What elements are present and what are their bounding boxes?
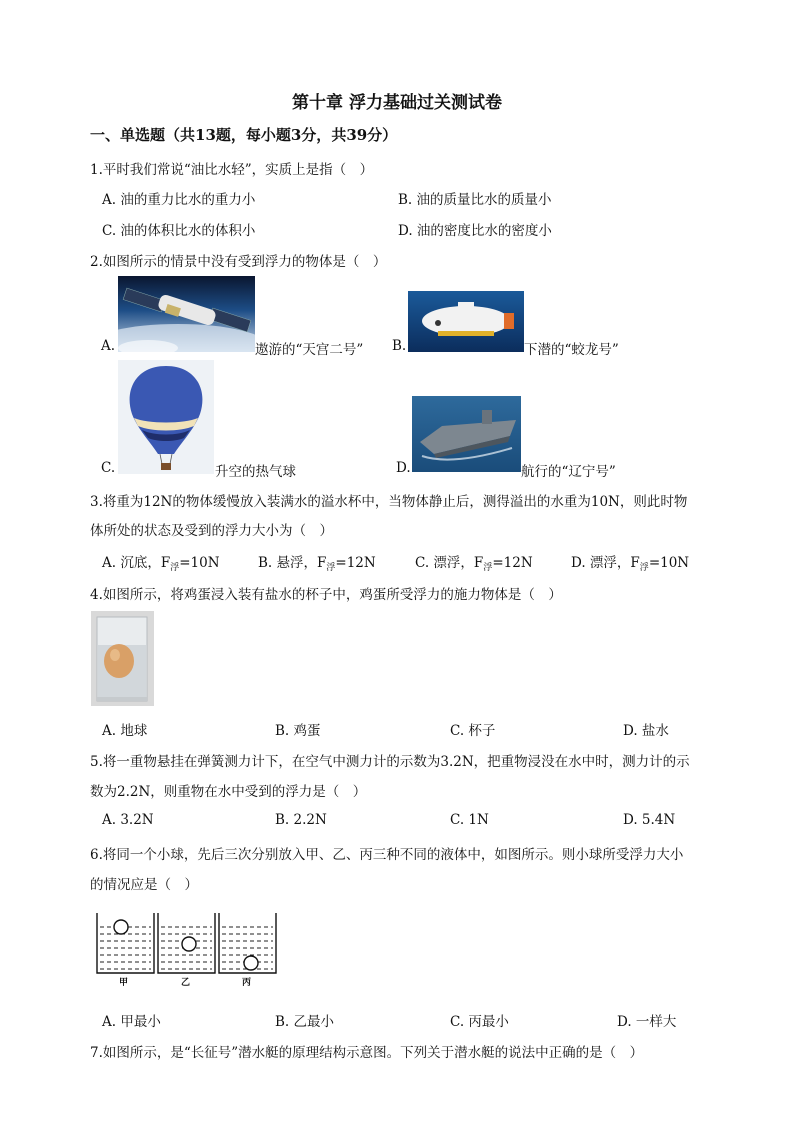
q3-option-c: C. 漂浮，$F_浮=12N$ <box>415 555 533 573</box>
three-beakers-diagram <box>91 907 286 993</box>
question-3-stem-line-2: 体所处的状态及受到的浮力大小为（ ） <box>90 523 333 539</box>
q1-option-d: D. 油的密度比水的密度小 <box>398 223 552 239</box>
q2-option-c-text: 升空的热气球 <box>215 464 296 480</box>
q1-option-c: C. 油的体积比水的体积小 <box>102 223 256 239</box>
question-2-stem: 2.如图所示的情景中没有受到浮力的物体是（ ） <box>90 254 387 270</box>
q2-option-a-text: 遨游的“天宫二号” <box>255 342 364 358</box>
q4-option-b: B. 鸡蛋 <box>275 723 321 739</box>
q6-option-d: D. 一样大 <box>617 1014 677 1030</box>
jiaolong-submersible-image <box>408 291 524 352</box>
q2-option-c-letter: C. <box>101 460 116 476</box>
liaoning-carrier-image <box>412 396 521 472</box>
q1-option-a: A. 油的重力比水的重力小 <box>102 192 256 208</box>
q3-option-a: A. 沉底，$F_浮=10N$ <box>102 555 220 573</box>
q6-option-a: A. 甲最小 <box>102 1014 161 1030</box>
q2-option-d-text: 航行的“辽宁号” <box>521 464 616 480</box>
q5-option-a: A. 3.2N <box>102 812 154 828</box>
question-6-stem-line-2: 的情况应是（ ） <box>90 877 198 893</box>
q5-option-d: D. 5.4N <box>623 812 676 828</box>
question-5-stem-line-2: 数为2.2N，则重物在水中受到的浮力是（ ） <box>90 784 367 800</box>
section-heading: 一、单选题（共13题，每小题3分，共39分） <box>90 126 398 144</box>
q5-option-b: B. 2.2N <box>275 812 327 828</box>
tiangong-2-image <box>118 276 255 352</box>
q4-option-c: C. 杯子 <box>450 723 496 739</box>
q6-option-c: C. 丙最小 <box>450 1014 509 1030</box>
q6-option-b: B. 乙最小 <box>275 1014 335 1030</box>
question-3-stem-line-1: 3.将重为12N的物体缓慢放入装满水的溢水杯中，当物体静止后，测得溢出的水重为10N，则此时物 <box>90 494 688 510</box>
q2-option-d-letter: D. <box>396 460 411 476</box>
question-5-stem-line-1: 5.将一重物悬挂在弹簧测力计下，在空气中测力计的示数为3.2N，把重物浸没在水中时，测力计的示 <box>90 754 690 770</box>
beaker-label-bing: 丙 <box>242 978 252 988</box>
q4-option-d: D. 盐水 <box>623 723 669 739</box>
question-4-stem: 4.如图所示，将鸡蛋浸入装有盐水的杯子中，鸡蛋所受浮力的施力物体是（ ） <box>90 587 562 603</box>
q3-option-d: D. 漂浮，$F_浮=10N$ <box>571 555 690 573</box>
q2-option-b-text: 下潜的“蛟龙号” <box>524 342 619 358</box>
q3-option-b: B. 悬浮，$F_浮=12N$ <box>258 555 376 573</box>
hot-air-balloon-image <box>118 360 214 474</box>
q2-option-a-letter: A. <box>101 338 116 354</box>
question-1-stem: 1.平时我们常说“油比水轻”，实质上是指（ ） <box>90 162 374 178</box>
q1-option-b: B. 油的质量比水的质量小 <box>398 192 552 208</box>
egg-in-salt-water-image <box>91 611 154 706</box>
q2-option-b-letter: B. <box>392 338 407 354</box>
beaker-label-jia: 甲 <box>119 978 129 988</box>
q5-option-c: C. 1N <box>450 812 489 828</box>
question-6-stem-line-1: 6.将同一个小球，先后三次分别放入甲、乙、丙三种不同的液体中，如图所示。则小球所受浮力大小 <box>90 847 684 863</box>
page-title: 第十章 浮力基础过关测试卷 <box>292 93 502 113</box>
beaker-label-yi: 乙 <box>181 978 191 988</box>
q4-option-a: A. 地球 <box>102 723 148 739</box>
question-7-stem: 7.如图所示，是“长征号”潜水艇的原理结构示意图。下列关于潜水艇的说法中正确的是（ ） <box>90 1045 644 1061</box>
